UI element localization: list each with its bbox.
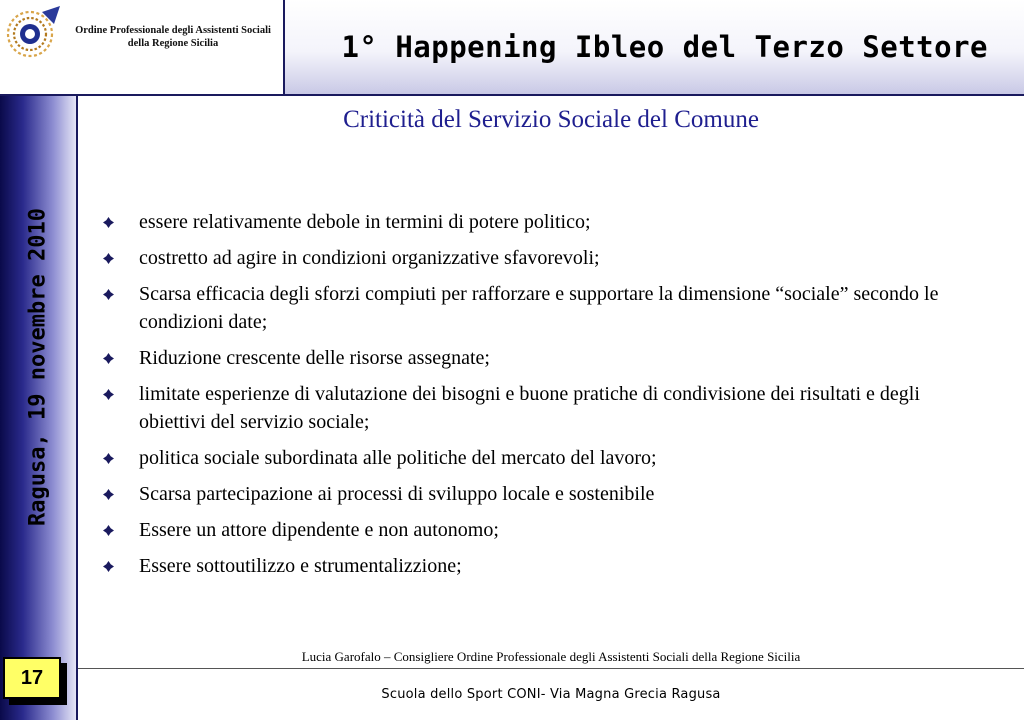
bullet-text: Riduzione crescente delle risorse assegnate; (139, 347, 490, 369)
bullet-text: Scarsa partecipazione ai processi di sviluppo locale e sostenibile (139, 483, 655, 505)
diamond-bullet-icon (103, 389, 114, 400)
page-title: 1° Happening Ibleo del Terzo Settore (341, 30, 988, 64)
org-name-line1: Ordine Professionale degli Assistenti Sociali (75, 25, 271, 36)
diamond-bullet-icon (103, 561, 114, 572)
list-item (103, 344, 983, 372)
org-name (62, 24, 284, 50)
diamond-bullet-icon (103, 253, 114, 264)
bullet-text: essere relativamente debole in termini di potere politico; (139, 211, 591, 233)
list-item (103, 444, 983, 472)
side-date-label: Ragusa, 19 novembre 2010 (25, 208, 51, 526)
footer-divider (78, 668, 1024, 669)
slide-subtitle: Criticità del Servizio Sociale del Comune (343, 106, 759, 133)
diamond-bullet-icon (103, 489, 114, 500)
list-item (103, 516, 983, 544)
header-logo-area (0, 0, 285, 96)
diamond-bullet-icon (103, 525, 114, 536)
bullet-list (103, 208, 983, 588)
list-item (103, 244, 983, 272)
org-name-line2: della Regione Sicilia (127, 38, 219, 49)
bullet-text: politica sociale subordinata alle politiche del mercato del lavoro; (139, 447, 657, 469)
list-item (103, 552, 983, 580)
diamond-bullet-icon (103, 217, 114, 228)
list-item (103, 208, 983, 236)
bullet-text: Essere un attore dipendente e non autonomo; (139, 519, 499, 541)
bullet-text: Essere sottoutilizzo e strumentalizzione; (139, 555, 462, 577)
org-logo-icon (2, 2, 64, 64)
footer-venue: Scuola dello Sport CONI- Via Magna Grecia Ragusa (381, 687, 721, 702)
header-title-area (285, 0, 1024, 96)
bullet-text: limitate esperienze di valutazione dei bisogni e buone pratiche di condivisione dei risultati e degli obiettivi del servizio sociale; (139, 383, 920, 433)
footer-credit: Lucia Garofalo – Consigliere Ordine Professionale degli Assistenti Sociali della Regione Sicilia (301, 649, 801, 664)
bullet-text: costretto ad agire in condizioni organizzative sfavorevoli; (139, 247, 600, 269)
bullet-text: Scarsa efficacia degli sforzi compiuti per rafforzare e supportare la dimensione “sociale” secondo le condizioni date; (139, 283, 939, 333)
list-item (103, 280, 983, 336)
list-item (103, 480, 983, 508)
diamond-bullet-icon (103, 453, 114, 464)
diamond-bullet-icon (103, 289, 114, 300)
diamond-bullet-icon (103, 353, 114, 364)
page-number-badge: 17 (3, 657, 61, 699)
list-item (103, 380, 983, 436)
